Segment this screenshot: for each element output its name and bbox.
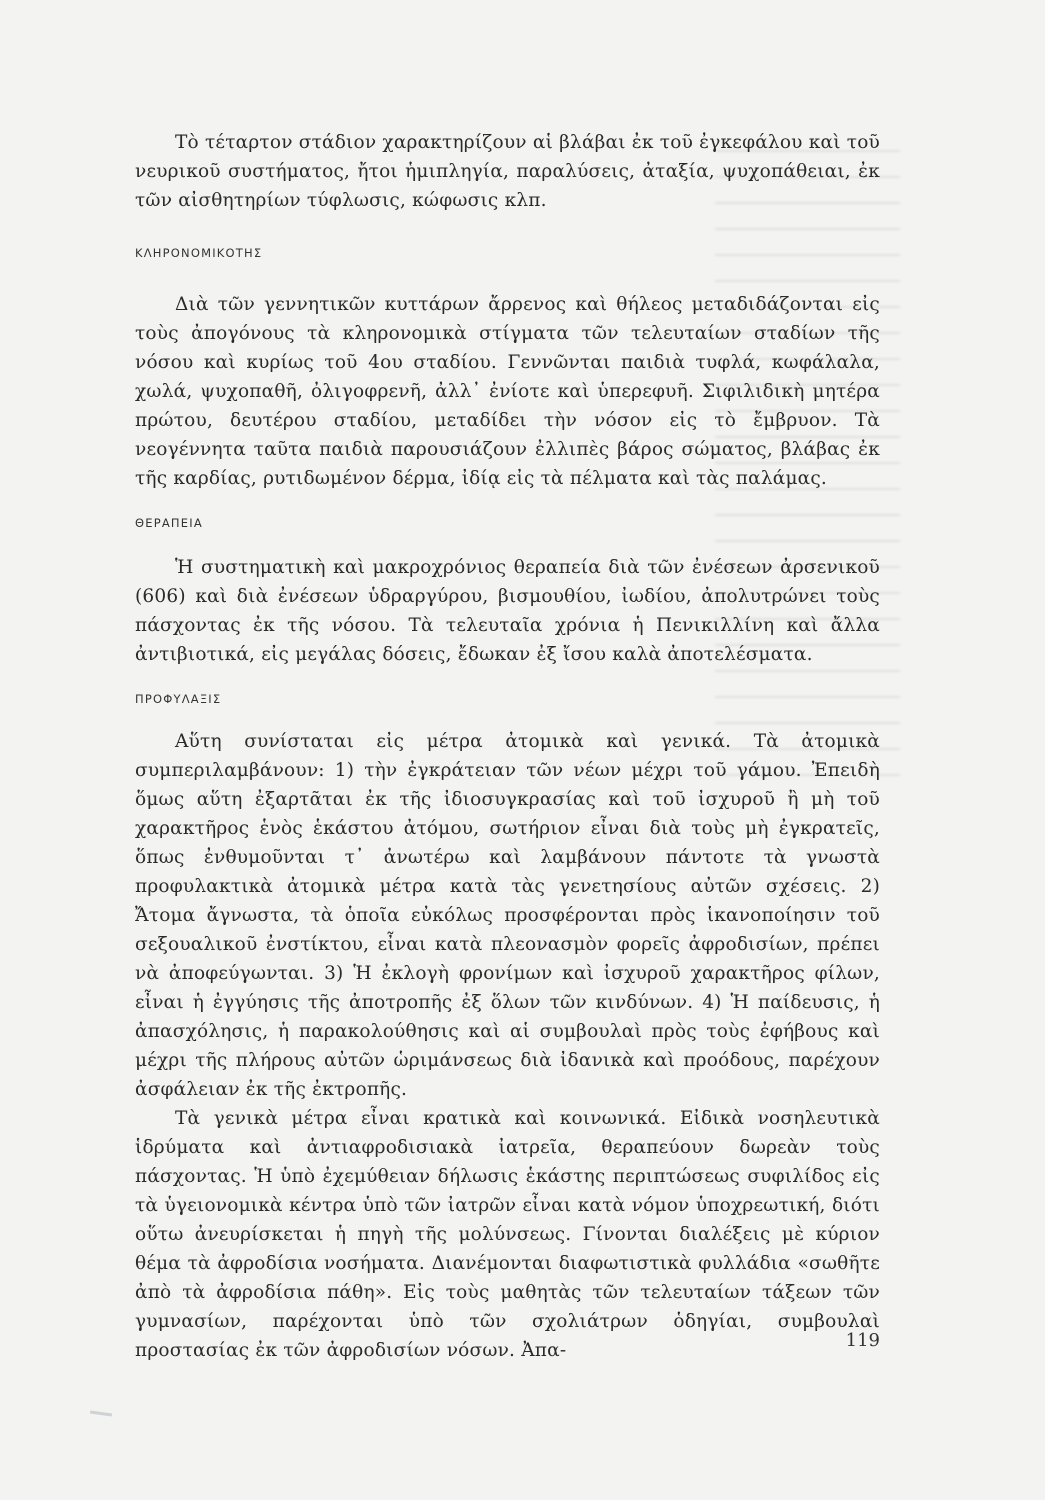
prophylaxis-paragraph-1: Αὕτη συνίσταται εἰς μέτρα ἀτομικὰ καὶ γενικά. Τὰ ἀτομικὰ συμπεριλαμβάνουν: 1) τὴν ἐγκράτειαν τῶν νέων μέχρι τοῦ γάμου. Ἐπειδὴ ὅμως αὕτη ἐξαρτᾶται ἐκ τῆς ἰδιοσυγκρασίας καὶ τοῦ ἰσχυροῦ ἢ μὴ τοῦ χαρακτῆρος ἑνὸς ἑκάστου ἀτόμου, σωτήριον εἶναι διὰ τοὺς μὴ ἐγκρατεῖς, ὅπως ἐνθυμοῦνται τ᾽ ἀνωτέρω καὶ λαμβάνουν πάντοτε τὰ γνωστὰ προφυλακτικὰ ἀτομικὰ μέτρα κατὰ τὰς γενετησίους αὐτῶν σχέσεις. 2) Ἄτομα ἄγνωστα, τὰ ὁποῖα εὐκόλως προσφέρονται πρὸς ἱκανοποίησιν τοῦ σεξουαλικοῦ ἐνστίκτου, εἶναι κατὰ πλεονασμὸν φορεῖς ἀφροδισίων, πρέπει νὰ ἀποφεύγωνται. 3) Ἡ ἐκλογὴ φρονίμων καὶ ἰσχυροῦ χαρακτῆρος φίλων, εἶναι ἡ ἐγγύησις τῆς ἀποτροπῆς ἐξ ὅλων τῶν κινδύνων. 4) Ἡ παίδευσις, ἡ ἀπασχόλησις, ἡ παρακολούθησις καὶ αἱ συμβουλαὶ πρὸς τοὺς ἐφήβους καὶ μέχρι τῆς πλήρους αὐτῶν ὡριμάνσεως διὰ ἰδανικὰ καὶ προόδους, παρέχουν ἀσφάλειαν ἐκ τῆς ἐκτροπῆς. — [135, 731, 880, 1100]
heredity-paragraph: Διὰ τῶν γεννητικῶν κυττάρων ἄρρενος καὶ θήλεος μεταδιδάζονται εἰς τοὺς ἀπογόνους τὰ κληρονομικὰ στίγματα τῶν τελευταίων σταδίων τῆς νόσου καὶ κυρίως τοῦ 4ου σταδίου. Γεννῶνται παιδιὰ τυφλά, κωφάλαλα, χωλά, ψυχοπαθῆ, ὀλιγοφρενῆ, ἀλλ᾽ ἐνίοτε καὶ ὑπερεφυῆ. Σιφιλιδικὴ μητέρα πρώτου, δευτέρου σταδίου, μεταδίδει τὴν νόσον εἰς τὸ ἔμβρυον. Τὰ νεογέννητα ταῦτα παιδιὰ παρουσιάζουν ἐλλιπὲς βάρος σώματος, βλάβας ἐκ τῆς καρδίας, ρυτιδωμένον δέρμα, ἰδίᾳ εἰς τὰ πέλματα καὶ τὰς παλάμας. — [135, 294, 880, 489]
heredity-block — [135, 290, 880, 493]
heading-heredity: ΚΛΗΡΟΝΟΜΙΚΟΤΗΣ — [135, 246, 263, 260]
heading-prophylaxis: ΠΡΟΦΥΛΑΞΙΣ — [135, 692, 222, 706]
scan-mark — [90, 1410, 112, 1416]
therapy-paragraph: Ἡ συστηματικὴ καὶ μακροχρόνιος θεραπεία διὰ τῶν ἐνέσεων ἀρσενικοῦ (606) καὶ διὰ ἐνέσεων ὑδραργύρου, βισμουθίου, ἰωδίου, ἀπολυτρώνει τοὺς πάσχοντας ἐκ τῆς νόσου. Τὰ τελευταῖα χρόνια ἡ Πενικιλλίνη καὶ ἄλλα ἀντιβιοτικά, εἰς μεγάλας δόσεις, ἔδωκαν ἐξ ἴσου καλὰ ἀποτελέσματα. — [135, 557, 880, 665]
intro-paragraph: Τὸ τέταρτον στάδιον χαρακτηρίζουν αἱ βλάβαι ἐκ τοῦ ἐγκεφάλου καὶ τοῦ νευρικοῦ συστήματος, ἤτοι ἡμιπληγία, παραλύσεις, ἀταξία, ψυχοπάθειαι, ἐκ τῶν αἰσθητηρίων τύφλωσις, κώφωσις κλπ. — [135, 132, 880, 211]
prophylaxis-block — [135, 727, 880, 1365]
intro-block — [135, 128, 880, 215]
therapy-block — [135, 553, 880, 669]
page-number: 119 — [845, 1330, 880, 1351]
prophylaxis-paragraph-2: Τὰ γενικὰ μέτρα εἶναι κρατικὰ καὶ κοινωνικά. Εἰδικὰ νοσηλευτικὰ ἱδρύματα καὶ ἀντιαφροδισιακὰ ἰατρεῖα, θεραπεύουν δωρεὰν τοὺς πάσχοντας. Ἡ ὑπὸ ἐχεμύθειαν δήλωσις ἑκάστης περιπτώσεως συφιλίδος εἰς τὰ ὑγειονομικὰ κέντρα ὑπὸ τῶν ἰατρῶν εἶναι κατὰ νόμον ὑποχρεωτική, διότι οὕτω ἀνευρίσκεται ἡ πηγὴ τῆς μολύνσεως. Γίνονται διαλέξεις μὲ κύριον θέμα τὰ ἀφροδίσια νοσήματα. Διανέμονται διαφωτιστικὰ φυλλάδια «σωθῆτε ἀπὸ τὰ ἀφροδίσια πάθη». Εἰς τοὺς μαθητὰς τῶν τελευταίων τάξεων τῶν γυμνασίων, παρέχονται ὑπὸ τῶν σχολιάτρων ὁδηγίαι, συμβουλαὶ προστασίας ἐκ τῶν ἀφροδισίων νόσων. Ἀπα- — [135, 1108, 880, 1361]
heading-therapy: ΘΕΡΑΠΕΙΑ — [135, 516, 203, 530]
